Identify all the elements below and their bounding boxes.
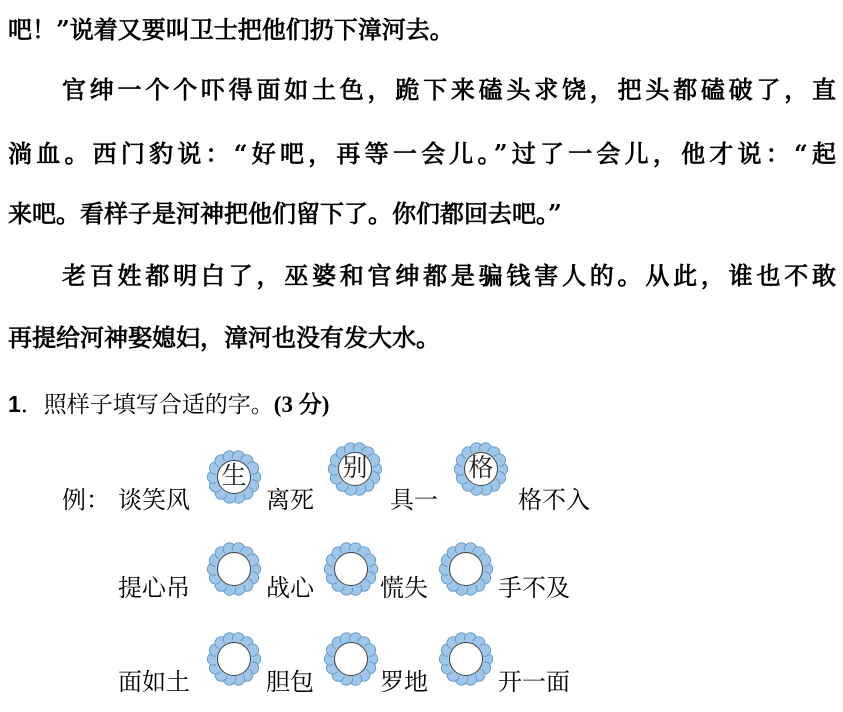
- answer-flower-2-2[interactable]: [322, 540, 380, 598]
- row-2-segment-4: 手不及: [498, 574, 570, 602]
- answer-flower-2-3[interactable]: [437, 540, 495, 598]
- answer-char: 生: [221, 461, 247, 490]
- row-1-segment-2: 离死: [266, 486, 314, 514]
- row-3-segment-1: 面如土: [118, 668, 190, 696]
- answer-char: [322, 540, 380, 598]
- answer-flower-1-1: [205, 448, 263, 506]
- answer-char: 别: [342, 453, 368, 482]
- passage-line-2: 官绅一个个吓得面如土色，跪下来磕头求饶，把头都磕破了，直: [62, 75, 836, 104]
- answer-flower-3-2[interactable]: [322, 630, 380, 688]
- row-1-segment-3: 具一: [390, 486, 438, 514]
- answer-char: [437, 630, 495, 688]
- row-1-segment-1: 谈笑风: [118, 486, 190, 514]
- question-text: 照样子填写合适的字。: [43, 392, 274, 418]
- answer-char: [205, 630, 263, 688]
- row-1-segment-4: 格不入: [518, 486, 590, 514]
- answer-char: [437, 540, 495, 598]
- row-2-segment-1: 提心吊: [118, 574, 190, 602]
- row-3-segment-2: 胆包: [266, 668, 314, 696]
- passage-line-5: 老百姓都明白了，巫婆和官绅都是骗钱害人的。从此，谁也不敢: [62, 261, 836, 290]
- question-separator: ．: [20, 392, 44, 418]
- row-2-segment-2: 战心: [266, 574, 314, 602]
- example-label: 例：: [62, 486, 110, 514]
- answer-flower-1-3: [452, 440, 510, 498]
- answer-flower-3-1[interactable]: [205, 630, 263, 688]
- question-number: 1: [8, 391, 21, 417]
- question-score: (3 分): [273, 392, 330, 417]
- question-title: [8, 388, 329, 421]
- answer-flower-2-1[interactable]: [205, 540, 263, 598]
- row-3-segment-4: 开一面: [498, 668, 570, 696]
- row-2-segment-3: 慌失: [380, 574, 428, 602]
- passage-line-3: 淌血。西门豹说：“好吧，再等一会儿。”过了一会儿，他才说：“起: [8, 139, 836, 168]
- answer-char: 格: [468, 453, 494, 482]
- answer-char: [322, 630, 380, 688]
- passage-line-4: 来吧。看样子是河神把他们留下了。你们都回去吧。”: [8, 199, 562, 228]
- answer-flower-3-3[interactable]: [437, 630, 495, 688]
- answer-flower-1-2: [326, 440, 384, 498]
- answer-char: [205, 540, 263, 598]
- passage-line-1: 吧！”说着又要叫卫士把他们扔下漳河去。: [8, 15, 454, 44]
- passage-line-6: 再提给河神娶媳妇，漳河也没有发大水。: [8, 323, 440, 352]
- row-3-segment-3: 罗地: [380, 668, 428, 696]
